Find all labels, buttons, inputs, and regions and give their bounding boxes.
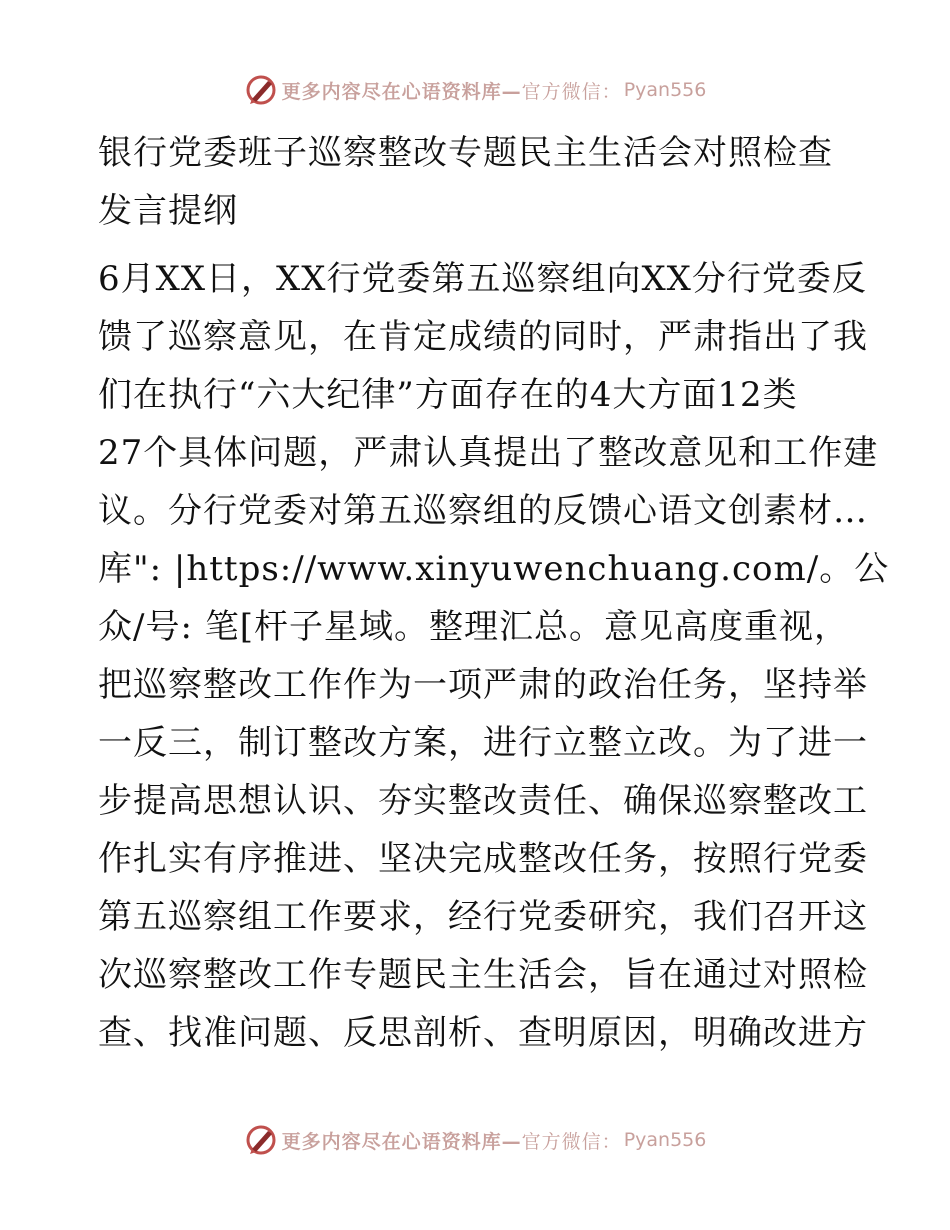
body-line: 馈了巡察意见，在肯定成绩的同时，严肃指出了我 [98,317,868,357]
title-line: 发言提纲 [98,191,238,231]
body-line: 作扎实有序推进、坚决完成整改任务，按照行党委 [98,839,868,879]
body-line: 议。分行党委对第五巡察组的反馈心语文创素材… [98,491,868,531]
body-line: 库": |https://www.xinyuwenchuang.com/。公 [98,549,890,589]
body-line: 第五巡察组工作要求，经行党委研究，我们召开这 [98,897,868,937]
body-line: 27个具体问题，严肃认真提出了整改意见和工作建 [98,433,879,473]
document-body [98,250,890,1062]
body-line: 一反三，制订整改方案，进行立整立改。为了进一 [98,723,868,763]
banner-text: 更多内容尽在心语资料库— [281,80,522,103]
banner-wechat-label: 官方微信： [521,1130,622,1153]
title-line: 银行党委班子巡察整改专题民主生活会对照检查 [98,133,833,173]
header-watermark-banner [0,70,950,110]
banner-wechat-id: Pyan556 [623,79,707,101]
banner-text: 更多内容尽在心语资料库— [281,1130,522,1153]
banner-wechat-label: 官方微信： [521,80,622,103]
footer-watermark-banner [0,1120,950,1160]
body-line: 6月XX日，XX行党委第五巡察组向XX分行党委反 [98,259,867,299]
body-line: 众/号: 笔[杆子星域。整理汇总。意见高度重视， [98,607,849,647]
body-line: 步提高思想认识、夯实整改责任、确保巡察整改工 [98,781,868,821]
body-line: 查、找准问题、反思剖析、查明原因，明确改进方 [98,1013,868,1053]
body-line: 次巡察整改工作专题民主生活会，旨在通过对照检 [98,955,868,995]
pen-logo-icon [244,73,278,107]
banner-wechat-id: Pyan556 [623,1129,707,1151]
document-title [98,124,858,240]
body-line: 把巡察整改工作作为一项严肃的政治任务，坚持举 [98,665,868,705]
pen-logo-icon [244,1123,278,1157]
body-line: 们在执行“六大纪律”方面存在的4大方面12类 [98,375,798,415]
